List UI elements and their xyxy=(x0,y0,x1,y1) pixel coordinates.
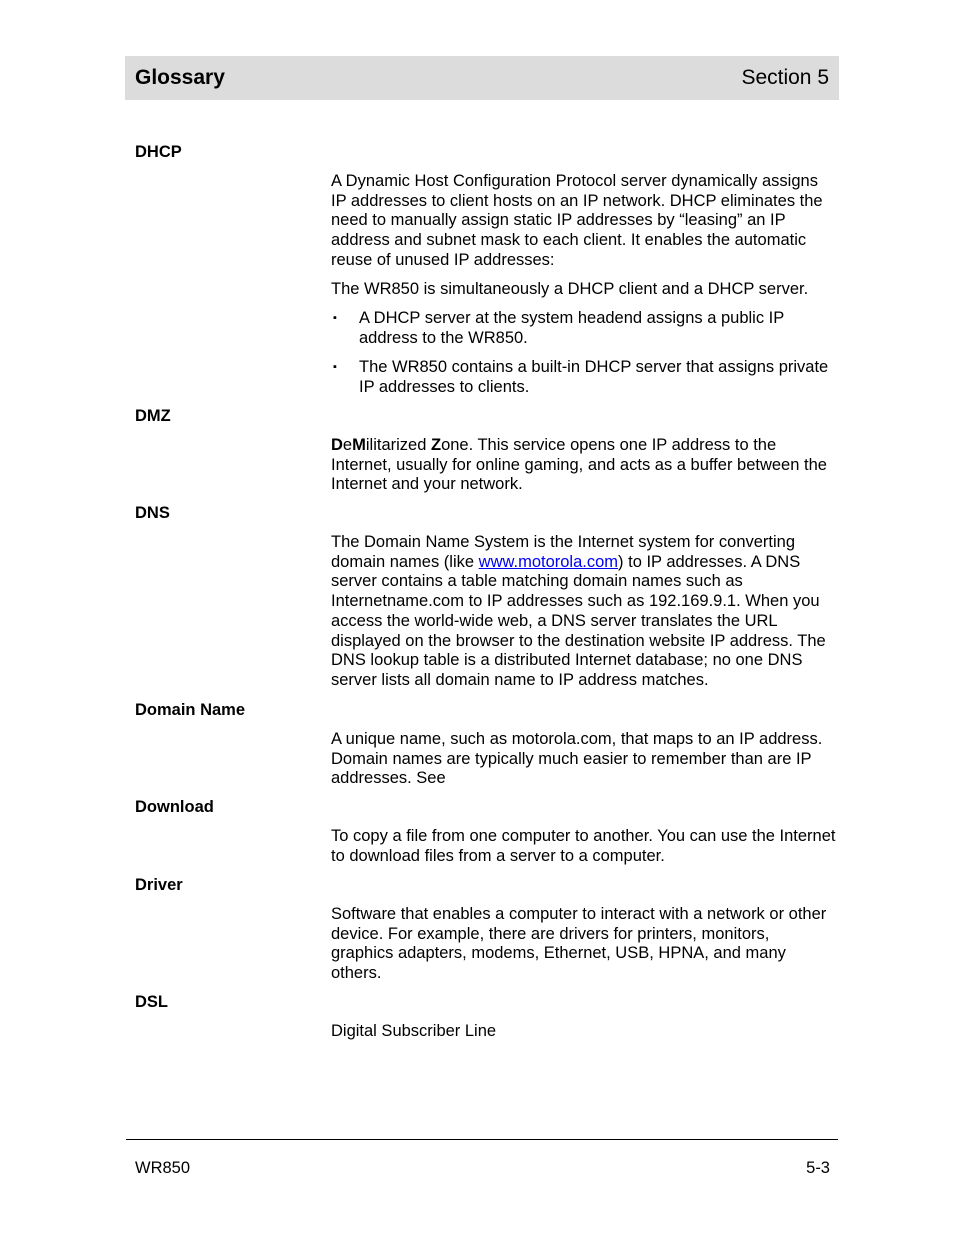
list-item xyxy=(331,309,836,348)
dmz-letter-z: Z xyxy=(430,436,442,454)
definition-paragraph: A Dynamic Host Configuration Protocol server dynamically assigns IP addresses to client hosts on an IP network. DHCP eliminates the need to manually assign static IP addresses by “leasing” an IP address and subnet mask to each client. It enables the automatic reuse of unused IP addresses: xyxy=(331,172,823,269)
dmz-letter-e: e xyxy=(342,436,353,454)
term-download: Download xyxy=(135,798,214,816)
bullet-text: A DHCP server at the system headend assigns a public IP address to the WR850. xyxy=(359,309,784,347)
definition-paragraph xyxy=(331,436,836,495)
definition-paragraph: Software that enables a computer to interact with a network or other device. For example, there are drivers for printers, monitors, graphics adapters, modems, Ethernet, USB, HPNA, and many others. xyxy=(331,905,827,983)
dns-text-after: ) to IP addresses. A DNS server contains a table matching domain names such as Internetname.com to IP addresses such as 192.169.9.1. When you access the world-wide web, a DNS server translates the URL displayed on the browser to the destination website IP address. The DNS lookup table is a distributed Internet database; no one DNS server lists all domain name to IP address matches. xyxy=(331,552,826,689)
definition-paragraph xyxy=(331,533,836,691)
dmz-rest: one. This service opens one IP address to the Internet, usually for online gaming, and acts as a buffer between the Internet and your network. xyxy=(331,436,827,494)
footer-product: WR850 xyxy=(135,1159,191,1177)
footer-page-number: 5-3 xyxy=(806,1159,830,1177)
definition-paragraph: Digital Subscriber Line xyxy=(331,1022,497,1040)
header-section: Section 5 xyxy=(741,66,829,89)
definition-dmz xyxy=(331,436,836,495)
dmz-ilitarized: ilitarized xyxy=(365,436,431,454)
list-item xyxy=(331,358,836,397)
bullet-marker: ▪ xyxy=(333,361,337,374)
page-header xyxy=(125,56,839,100)
bullet-marker: ▪ xyxy=(333,312,337,325)
dns-text-before: The Domain Name System is the Internet system for converting domain names (like xyxy=(331,533,796,571)
term-dhcp: DHCP xyxy=(135,143,182,161)
motorola-link[interactable]: www.motorola.com xyxy=(478,552,619,571)
definition-dns xyxy=(331,533,836,691)
definition-download xyxy=(331,827,836,866)
header-title: Glossary xyxy=(135,66,225,89)
term-driver: Driver xyxy=(135,876,183,894)
definition-driver xyxy=(331,905,836,984)
term-dmz: DMZ xyxy=(135,407,171,425)
term-domain-name: Domain Name xyxy=(135,701,246,719)
dmz-letter-m: M xyxy=(352,436,366,454)
term-dsl: DSL xyxy=(135,993,168,1011)
definition-paragraph: A unique name, such as motorola.com, that maps to an IP address. Domain names are typically much easier to remember than are IP addresses. See xyxy=(331,730,823,788)
term-dns: DNS xyxy=(135,504,170,522)
bullet-text: The WR850 contains a built-in DHCP server that assigns private IP addresses to clients. xyxy=(359,358,829,396)
definition-paragraph: The WR850 is simultaneously a DHCP client and a DHCP server. xyxy=(331,280,809,299)
definition-dhcp xyxy=(331,172,836,398)
footer-divider xyxy=(126,1139,838,1140)
definition-domain-name xyxy=(331,730,836,789)
definition-dsl xyxy=(331,1022,836,1042)
definition-paragraph: To copy a file from one computer to another. You can use the Internet to download files from a server to a computer. xyxy=(331,827,836,865)
dmz-letter-d: D xyxy=(331,436,343,454)
